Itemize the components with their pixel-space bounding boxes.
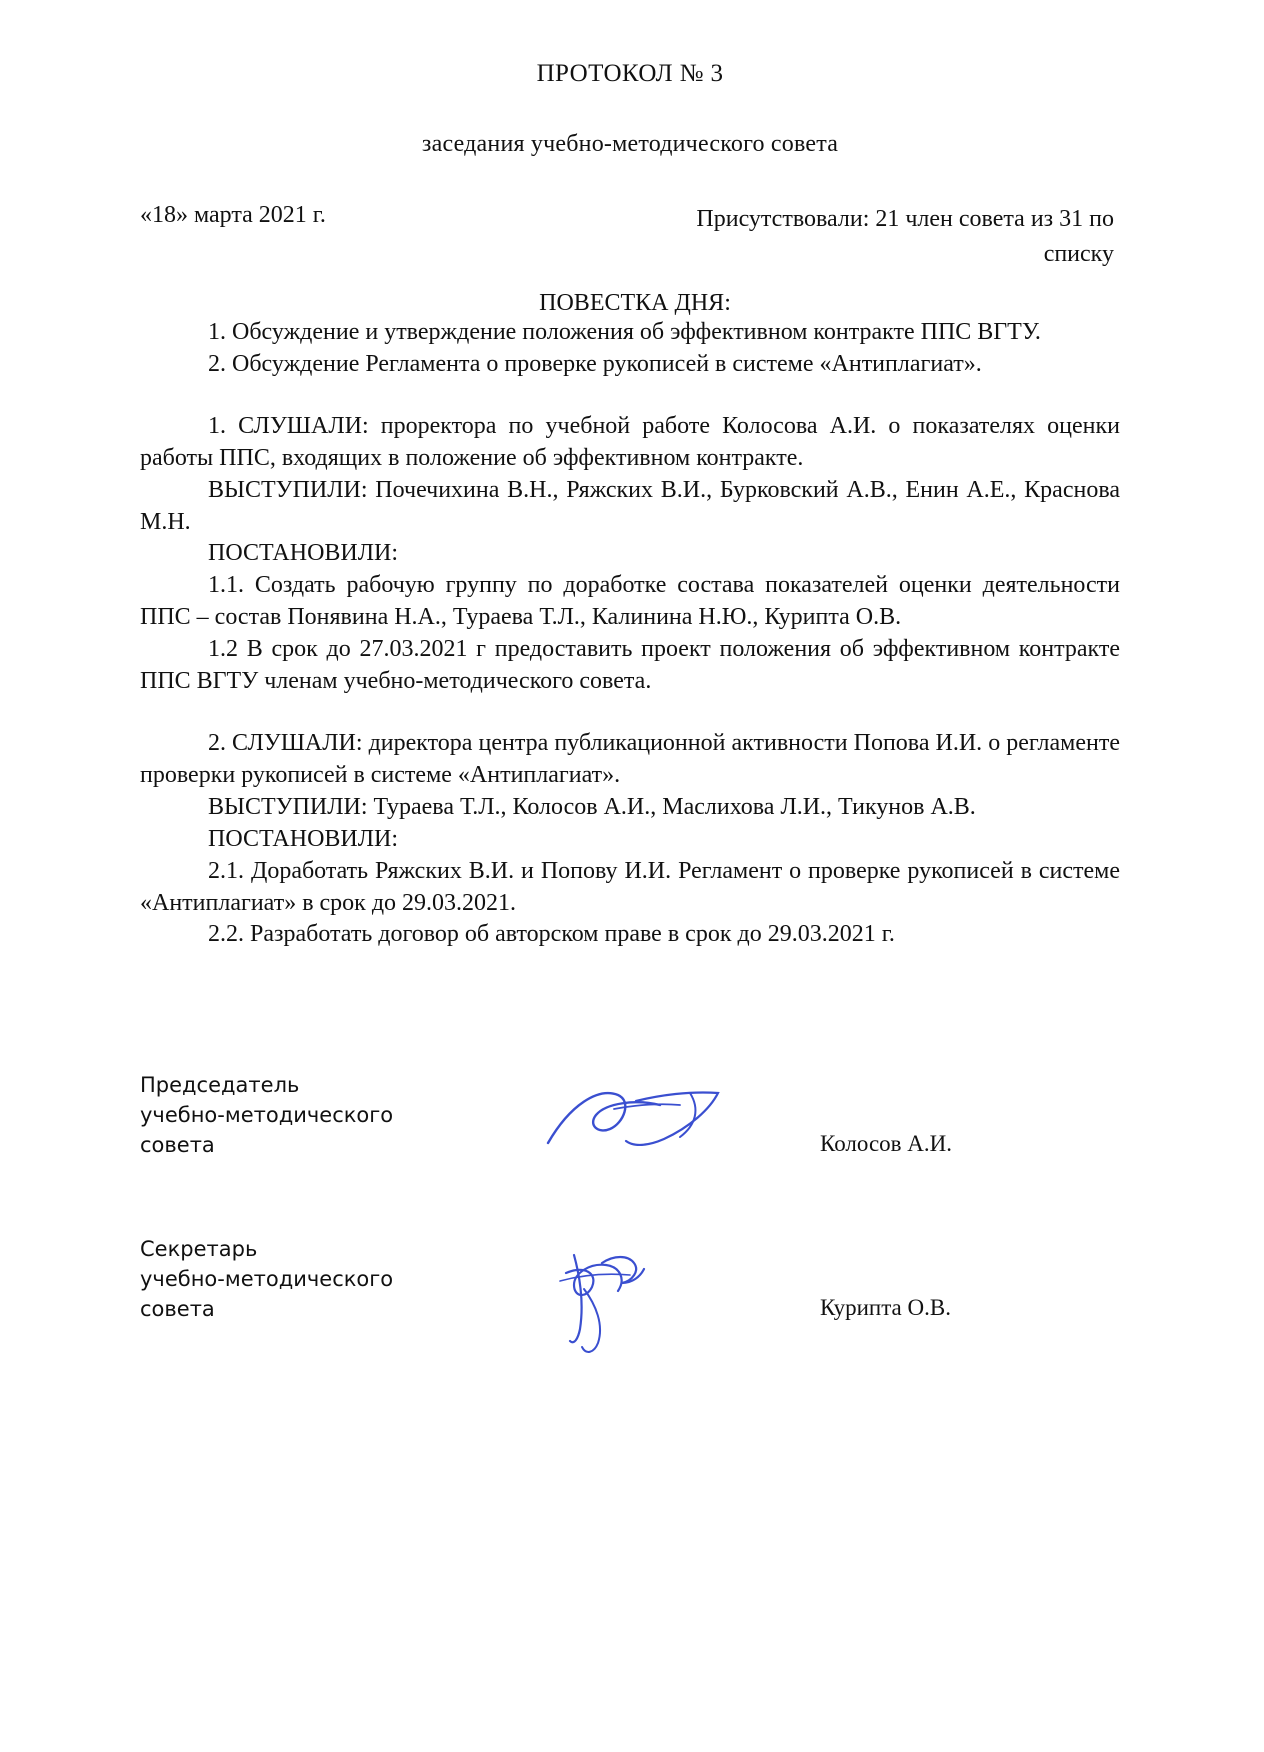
signature-role-line: Секретарь <box>140 1237 258 1262</box>
section-heard: 1. СЛУШАЛИ: проректора по учебной работе Колосова А.И. о показателях оценки работы ППС, входящих в положение об эффективном контракте. <box>140 412 1120 471</box>
section-decision: 1.2 В срок до 27.03.2021 г предоставить проект положения об эффективном контракте ППС ВГТУ членам учебно-методического совета. <box>140 636 1120 695</box>
agenda-heading: ПОВЕСТКА ДНЯ: <box>539 290 731 316</box>
section-decided-heading: ПОСТАНОВИЛИ: <box>208 825 399 852</box>
document-meta <box>140 202 1120 278</box>
handwritten-signature-chair <box>540 1065 780 1195</box>
signature-role-line: учебно-методического <box>140 1103 394 1128</box>
document-date: «18» марта 2021 г. <box>140 202 326 228</box>
section-spoke: ВЫСТУПИЛИ: Почечихина В.Н., Ряжских В.И., Бурковский А.В., Енин А.Е., Краснова М.Н. <box>140 476 1120 535</box>
document-body <box>140 0 1120 1363</box>
signature-block-secretary <box>140 1235 1120 1363</box>
signature-role-line: совета <box>140 1132 215 1157</box>
signature-name: Колосов А.И. <box>820 1131 952 1157</box>
agenda-item: 1. Обсуждение и утверждение положения об эффективном контракте ППС ВГТУ. <box>208 319 1041 345</box>
section-decision: 1.1. Создать рабочую группу по доработке состава показателей оценки деятельности ППС – состав Понявина Н.А., Тураева Т.Л., Калинина Н.Ю., Курипта О.В. <box>140 572 1120 631</box>
signature-section <box>140 1071 1120 1363</box>
agenda-item: 2. Обсуждение Регламента о проверке рукописей в системе «Антиплагиат». <box>208 350 982 377</box>
signature-role-line: совета <box>140 1296 215 1321</box>
handwritten-signature-secretary <box>540 1229 780 1359</box>
signature-role-line: учебно-методического <box>140 1267 394 1292</box>
section-spoke: ВЫСТУПИЛИ: Тураева Т.Л., Колосов А.И., Маслихова Л.И., Тикунов А.В. <box>208 793 976 820</box>
section-decided-heading: ПОСТАНОВИЛИ: <box>208 540 399 567</box>
page-title: ПРОТОКОЛ № 3 <box>536 60 724 87</box>
attendance-note: Присутствовали: 21 член совета из 31 по списку <box>696 206 1114 267</box>
signature-block-chair <box>140 1071 1120 1199</box>
signature-role <box>140 1235 470 1324</box>
section-heard: 2. СЛУШАЛИ: директора центра публикационной активности Попова И.И. о регламенте проверки рукописей в системе «Антиплагиат». <box>140 729 1120 788</box>
section-decision: 2.2. Разработать договор об авторском праве в срок до 29.03.2021 г. <box>208 921 895 948</box>
section-decision: 2.1. Доработать Ряжских В.И. и Попову И.И. Регламент о проверке рукописей в системе «Антиплагиат» в срок до 29.03.2021. <box>140 857 1120 916</box>
signature-name: Курипта О.В. <box>820 1295 951 1321</box>
signature-role <box>140 1071 470 1160</box>
document-subtitle: заседания учебно-методического совета <box>421 131 839 157</box>
signature-role-line: Председатель <box>140 1073 300 1098</box>
